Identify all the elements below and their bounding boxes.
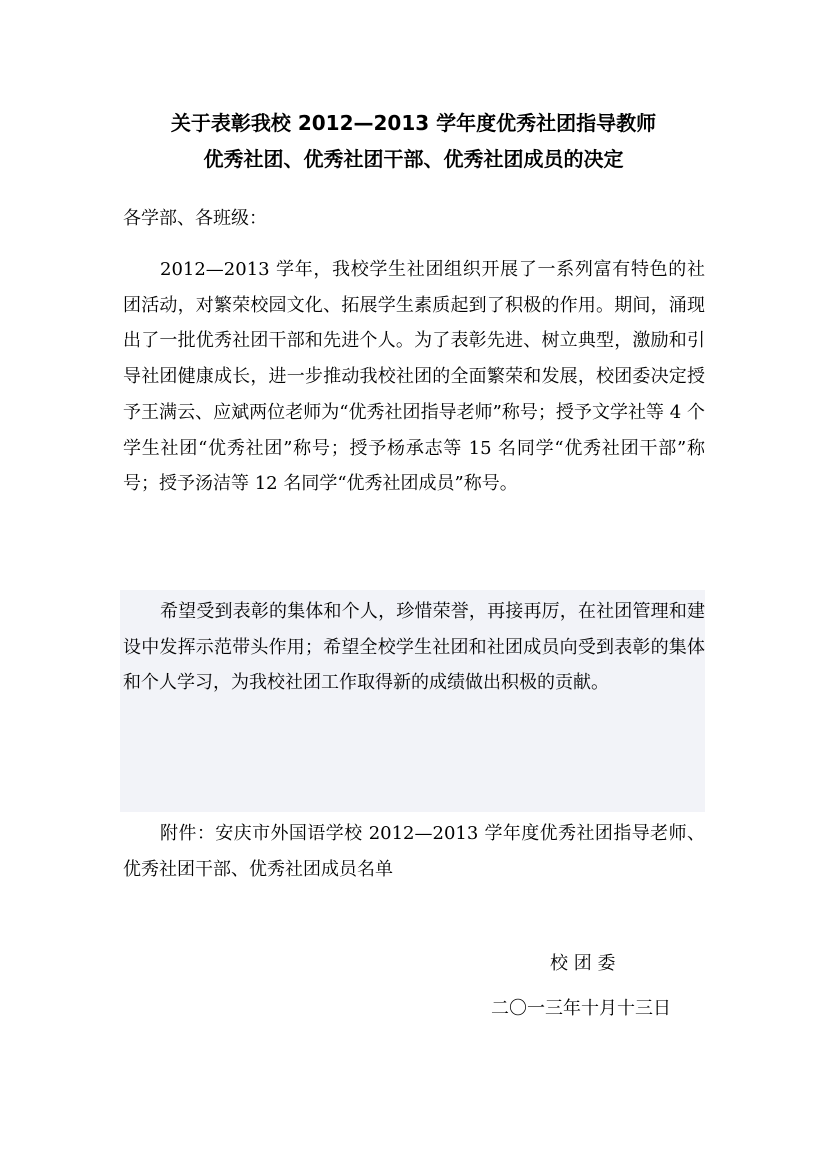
document-title-line-1: 关于表彰我校 2012—2013 学年度优秀社团指导教师 bbox=[170, 111, 657, 135]
body-paragraph-2: 希望受到表彰的集体和个人，珍惜荣誉，再接再厉，在社团管理和建设中发挥示范带头作用；希望全校学生社团和社团成员向受到表彰的集体和个人学习，为我校社团工作取得新的成绩做出积极的贡献。 bbox=[123, 601, 705, 694]
signature-issuer: 校 团 委 bbox=[550, 953, 616, 974]
attachment-note: 附件：安庆市外国语学校 2012—2013 学年度优秀社团指导老师、优秀社团干部、优秀社团成员名单 bbox=[123, 823, 705, 880]
salutation: 各学部、各班级： bbox=[123, 208, 267, 229]
document-title-line-2: 优秀社团、优秀社团干部、优秀社团成员的决定 bbox=[203, 147, 624, 171]
signature-date: 二〇一三年十月十三日 bbox=[491, 998, 671, 1019]
body-paragraph-1: 2012—2013 学年，我校学生社团组织开展了一系列富有特色的社团活动，对繁荣校园文化、拓展学生素质起到了积极的作用。期间，涌现出了一批优秀社团干部和先进个人。为了表彰先进、树立典型，激励和引导社团健康成长，进一步推动我校社团的全面繁荣和发展，校团委决定授予王满云、应斌两位老师为“优秀社团指导老师”称号；授予文学社等 4 个学生社团“优秀社团”称号；授予杨承志等 15 名同学“优秀社团干部”称号；授予汤洁等 12 名同学“优秀社团成员”称号。 bbox=[123, 259, 705, 495]
